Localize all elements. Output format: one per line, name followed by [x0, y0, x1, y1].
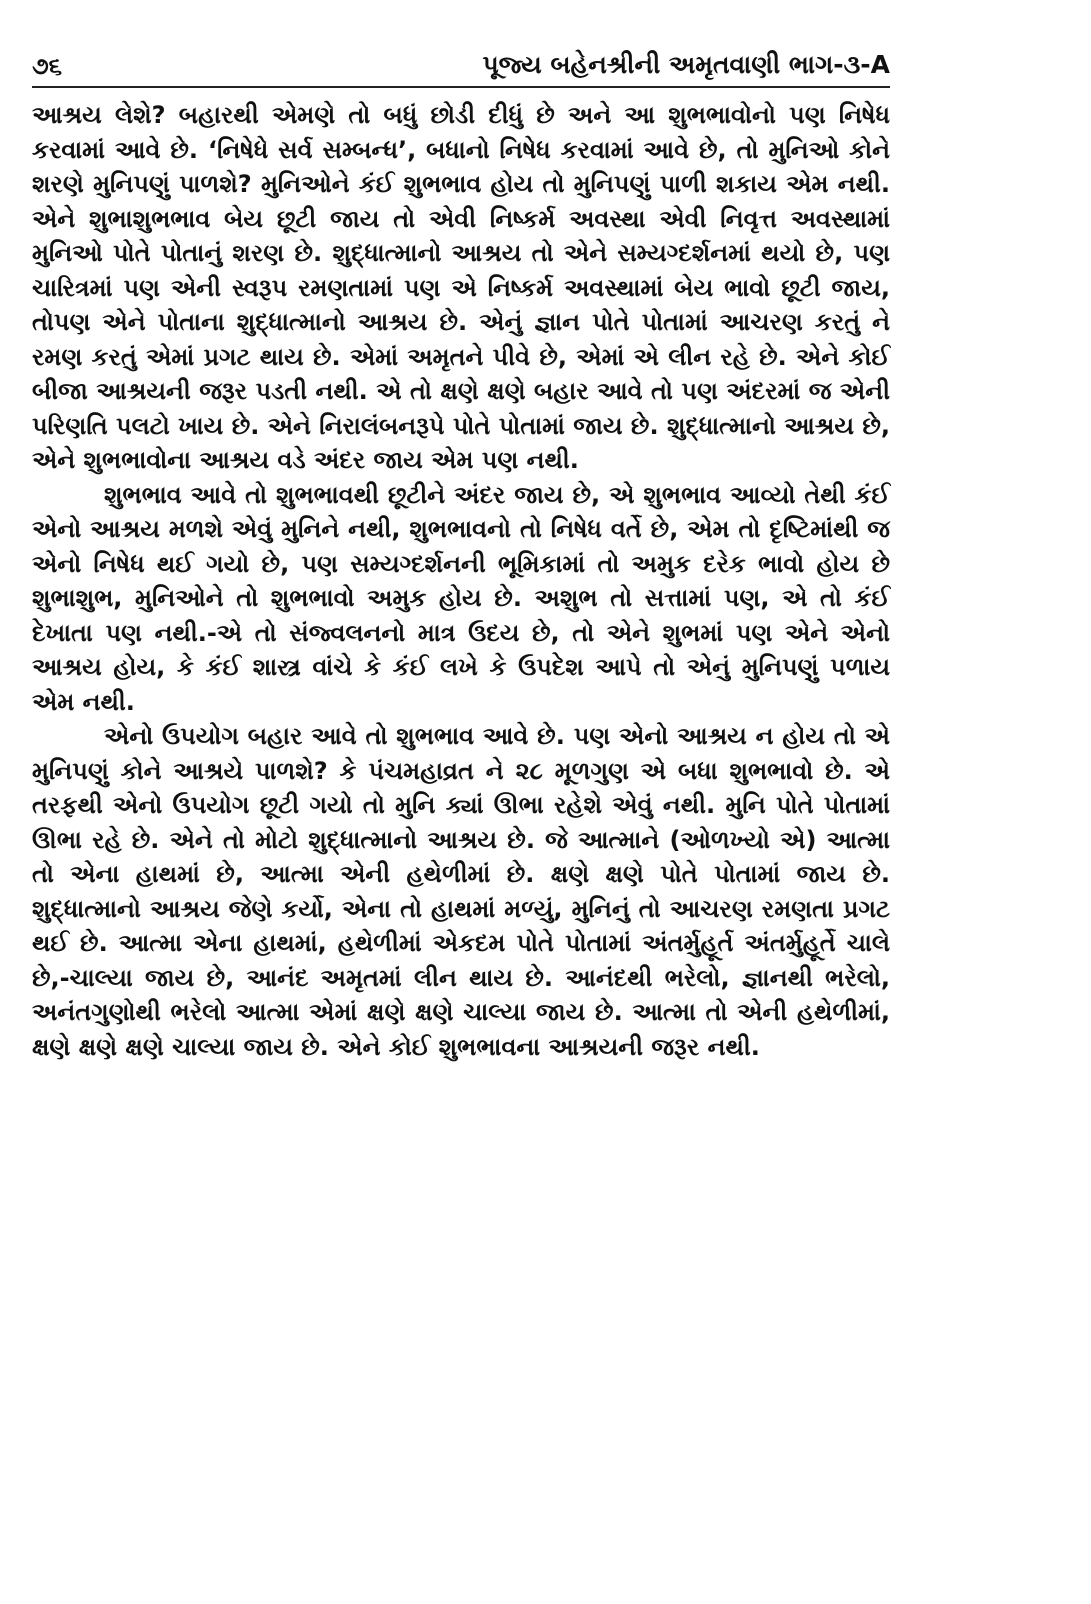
- paragraph-1: આશ્રય લેશે? બહારથી એમણે તો બધું છોડી દીધું છે અને આ શુભભાવોનો પણ નિષેધ કરવામાં આવે છે. ‘નિષેધે સર્વ સમ્બન્ધ’, બધાનો નિષેધ કરવામાં આવે છે, તો મુનિઓ કોને શરણે મુનિપણું પાળશે? મુનિઓને કંઈ શુભભાવ હોય તો મુનિપણું પાળી શકાય એમ નથી. એને શુભાશુભભાવ બેય છૂટી જાય તો એવી નિષ્કર્મ અવસ્થા એવી નિવૃત્ત અવસ્થામાં મુનિઓ પોતે પોતાનું શરણ છે. શુદ્ધાત્માનો આશ્રય તો એને સમ્યગ્દર્શનમાં થયો છે, પણ ચારિત્રમાં પણ એની સ્વરૂપ રમણતામાં પણ એ નિષ્કર્મ અવસ્થામાં બેય ભાવો છૂટી જાય, તોપણ એને પોતાના શુદ્ધાત્માનો આશ્રય છે. એનું જ્ઞાન પોતે પોતામાં આચરણ કરતું ને રમણ કરતું એમાં પ્રગટ થાય છે. એમાં અમૃતને પીવે છે, એમાં એ લીન રહે છે. એને કોઈ બીજા આશ્રયની જરૂર પડતી નથી. એ તો ક્ષણે ક્ષણે બહાર આવે તો પણ અંદરમાં જ એની પરિણતિ પલટો ખાય છે. એને નિરાલંબનરૂપે પોતે પોતામાં જાય છે. શુદ્ધાત્માનો આશ્રય છે, એને શુભભાવોના આશ્રય વડે અંદર જાય એમ પણ નથી.: [32, 101, 891, 474]
- running-title: પૂજ્ય બહેનશ્રીની અમૃતવાણી ભાગ-૩-A: [482, 50, 890, 79]
- page-header: [32, 46, 890, 88]
- paragraph-2: શુભભાવ આવે તો શુભભાવથી છૂટીને અંદર જાય છે, એ શુભભાવ આવ્યો તેથી કંઈ એનો આશ્રય મળશે એવું મુનિને નથી, શુભભાવનો તો નિષેધ વર્તે છે, એમ તો દૃષ્ટિમાંથી જ એનો નિષેધ થઈ ગયો છે, પણ સમ્યગ્દર્શનની ભૂમિકામાં તો અમુક દરેક ભાવો હોય છે શુભાશુભ, મુનિઓને તો શુભભાવો અમુક હોય છે. અશુભ તો સત્તામાં પણ, એ તો કંઈ દેખાતા પણ નથી.-એ તો સંજ્વલનનો માત્ર ઉદય છે, તો એને શુભમાં પણ એને એનો આશ્રય હોય, કે કંઈ શાસ્ત્ર વાંચે કે કંઈ લખે કે ઉપદેશ આપે તો એનું મુનિપણું પળાય એમ નથી.: [32, 480, 890, 716]
- body-text: [32, 98, 890, 1064]
- paragraph-3: એનો ઉપયોગ બહાર આવે તો શુભભાવ આવે છે. પણ એનો આશ્રય ન હોય તો એ મુનિપણું કોને આશ્રયે પાળશે? કે પંચમહાવ્રત ને ૨૮ મૂળગુણ એ બધા શુભભાવો છે. એ તરફથી એનો ઉપયોગ છૂટી ગયો તો મુનિ ક્યાં ઊભા રહેશે એવું નથી. મુનિ પોતે પોતામાં ઊભા રહે છે. એને તો મોટો શુદ્ધાત્માનો આશ્રય છે. જે આત્માને (ઓળખ્યો એ) આત્મા તો એના હાથમાં છે, આત્મા એની હથેળીમાં છે. ક્ષણે ક્ષણે પોતે પોતામાં જાય છે. શુદ્ધાત્માનો આશ્રય જેણે કર્યો, એના તો હાથમાં મળ્યું, મુનિનું તો આચરણ રમણતા પ્રગટ થઈ છે. આત્મા એના હાથમાં, હથેળીમાં એકદમ પોતે પોતામાં અંતર્મુહૂર્ત અંતર્મુહૂર્તે ચાલે છે,-ચાલ્યા જાય છે, આનંદ અમૃતમાં લીન થાય છે. આનંદથી ભરેલો, જ્ઞાનથી ભરેલો, અનંતગુણોથી ભરેલો આત્મા એમાં ક્ષણે ક્ષણે ચાલ્યા જાય છે. આત્મા તો એની હથેળીમાં, ક્ષણે ક્ષણે ક્ષણે ચાલ્યા જાય છે. એને કોઈ શુભભાવના આશ્રયની જરૂર નથી.: [32, 722, 890, 1061]
- page-number: ૭૬: [32, 52, 63, 80]
